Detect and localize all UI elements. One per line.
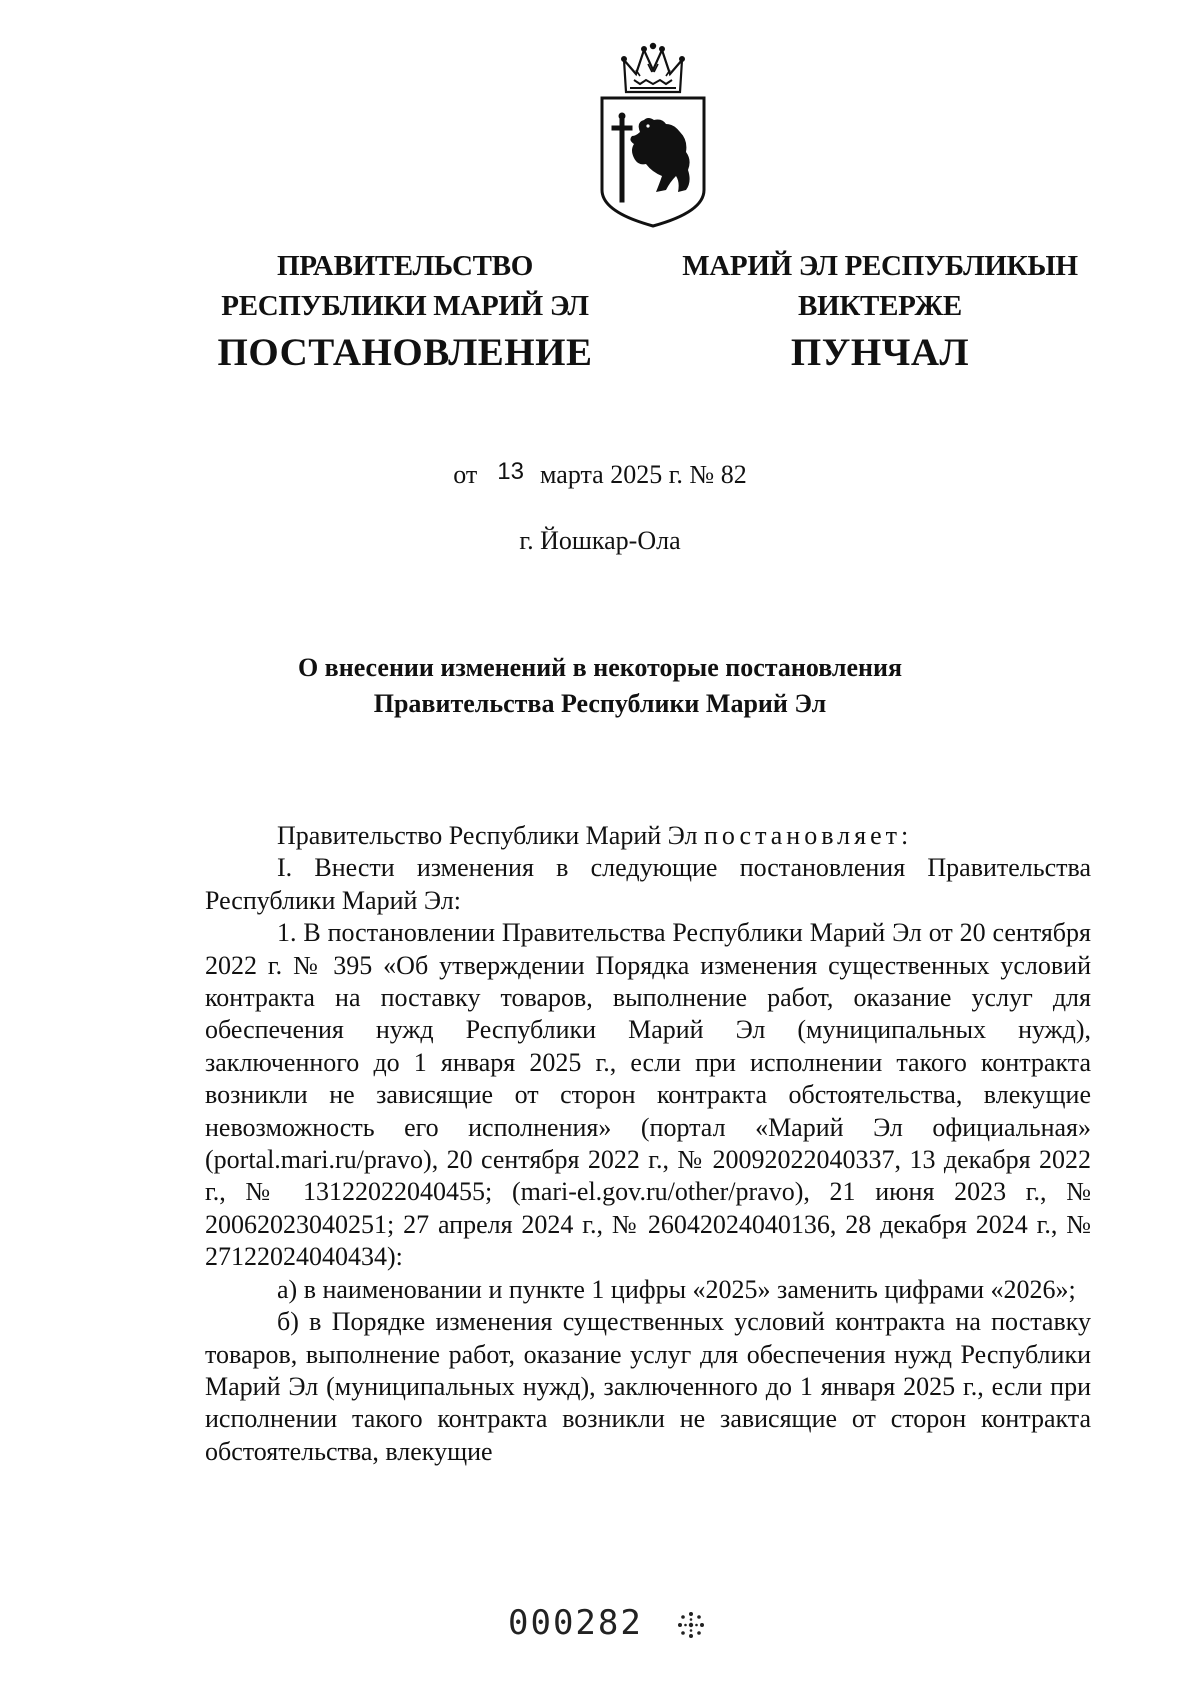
date-day: 13 (497, 458, 524, 485)
government-name-russian (185, 246, 625, 326)
coat-of-arms-icon (596, 40, 710, 230)
title-line-2: Правительства Республики Марий Эл (373, 689, 827, 718)
gov-ru-line-1: ПРАВИТЕЛЬСТВО (276, 250, 534, 282)
body-paragraph: б) в Порядке изменения существенных условий контракта на поставку товаров, выполнение работ, оказание услуг для обеспечения нужд Республики Марий Эл (муниципальных нужд), заключенного до 1 января 2025 г., если при исполнении такого контракта возникли не зависящие от сторон контракта обстоятельства, влекущие (205, 1307, 1091, 1466)
date-rest: марта 2025 г. № 82 (540, 460, 747, 489)
title-line-1: О внесении изменений в некоторые постановления (297, 653, 903, 682)
document-body (205, 820, 1091, 1468)
ornament-star-icon (676, 1610, 706, 1640)
form-serial-number: 000282 (508, 1603, 643, 1643)
gov-mari-line-1: МАРИЙ ЭЛ РЕСПУБЛИКЫН (682, 250, 1078, 282)
intro-resolves: постановляет: (703, 821, 913, 850)
date-prefix: от (453, 460, 478, 489)
gov-ru-line-2: РЕСПУБЛИКИ МАРИЙ ЭЛ (221, 290, 589, 322)
gov-mari-line-2: ВИКТЕРЖЕ (798, 290, 962, 322)
document-city: г. Йошкар-Ола (519, 526, 681, 555)
body-intro (205, 820, 1091, 852)
body-paragraph: I. Внести изменения в следующие постановления Правительства Республики Марий Эл: (205, 853, 1091, 915)
government-name-mari (660, 246, 1100, 326)
document-type-mari: ПУНЧАЛ (790, 331, 970, 374)
document-title (0, 650, 1200, 722)
sword-icon (612, 113, 632, 202)
document-type-russian: ПОСТАНОВЛЕНИЕ (217, 331, 593, 374)
body-paragraph: 1. В постановлении Правительства Республики Марий Эл от 20 сентября 2022 г. № 395 «Об утверждении Порядка изменения существенных условий контракта на поставку товаров, выполнение работ, оказание услуг для обеспечения нужд Республики Марий Эл (муниципальных нужд), заключенного до 1 января 2025 г., если при исполнении такого контракта возникли не зависящие от сторон контракта обстоятельства, влекущие невозможность его исполнения» (портал «Марий Эл официальная» (portal.mari.ru/pravo), 20 сентября 2022 г., № 20092022040337, 13 декабря 2022 г., № 13122022040455; (mari-el.gov.ru/other/pravo), 21 июня 2023 г., № 20062023040251; 27 апреля 2024 г., № 26042024040136, 28 декабря 2024 г., № 27122024040434): (205, 918, 1091, 1272)
bear-icon (630, 118, 689, 192)
intro-lead: Правительство Республики Марий Эл (277, 821, 698, 850)
crown-icon (622, 43, 685, 92)
body-paragraph: а) в наименовании и пункте 1 цифры «2025» заменить цифрами «2026»; (277, 1274, 1076, 1304)
document-date-number (0, 458, 1200, 493)
